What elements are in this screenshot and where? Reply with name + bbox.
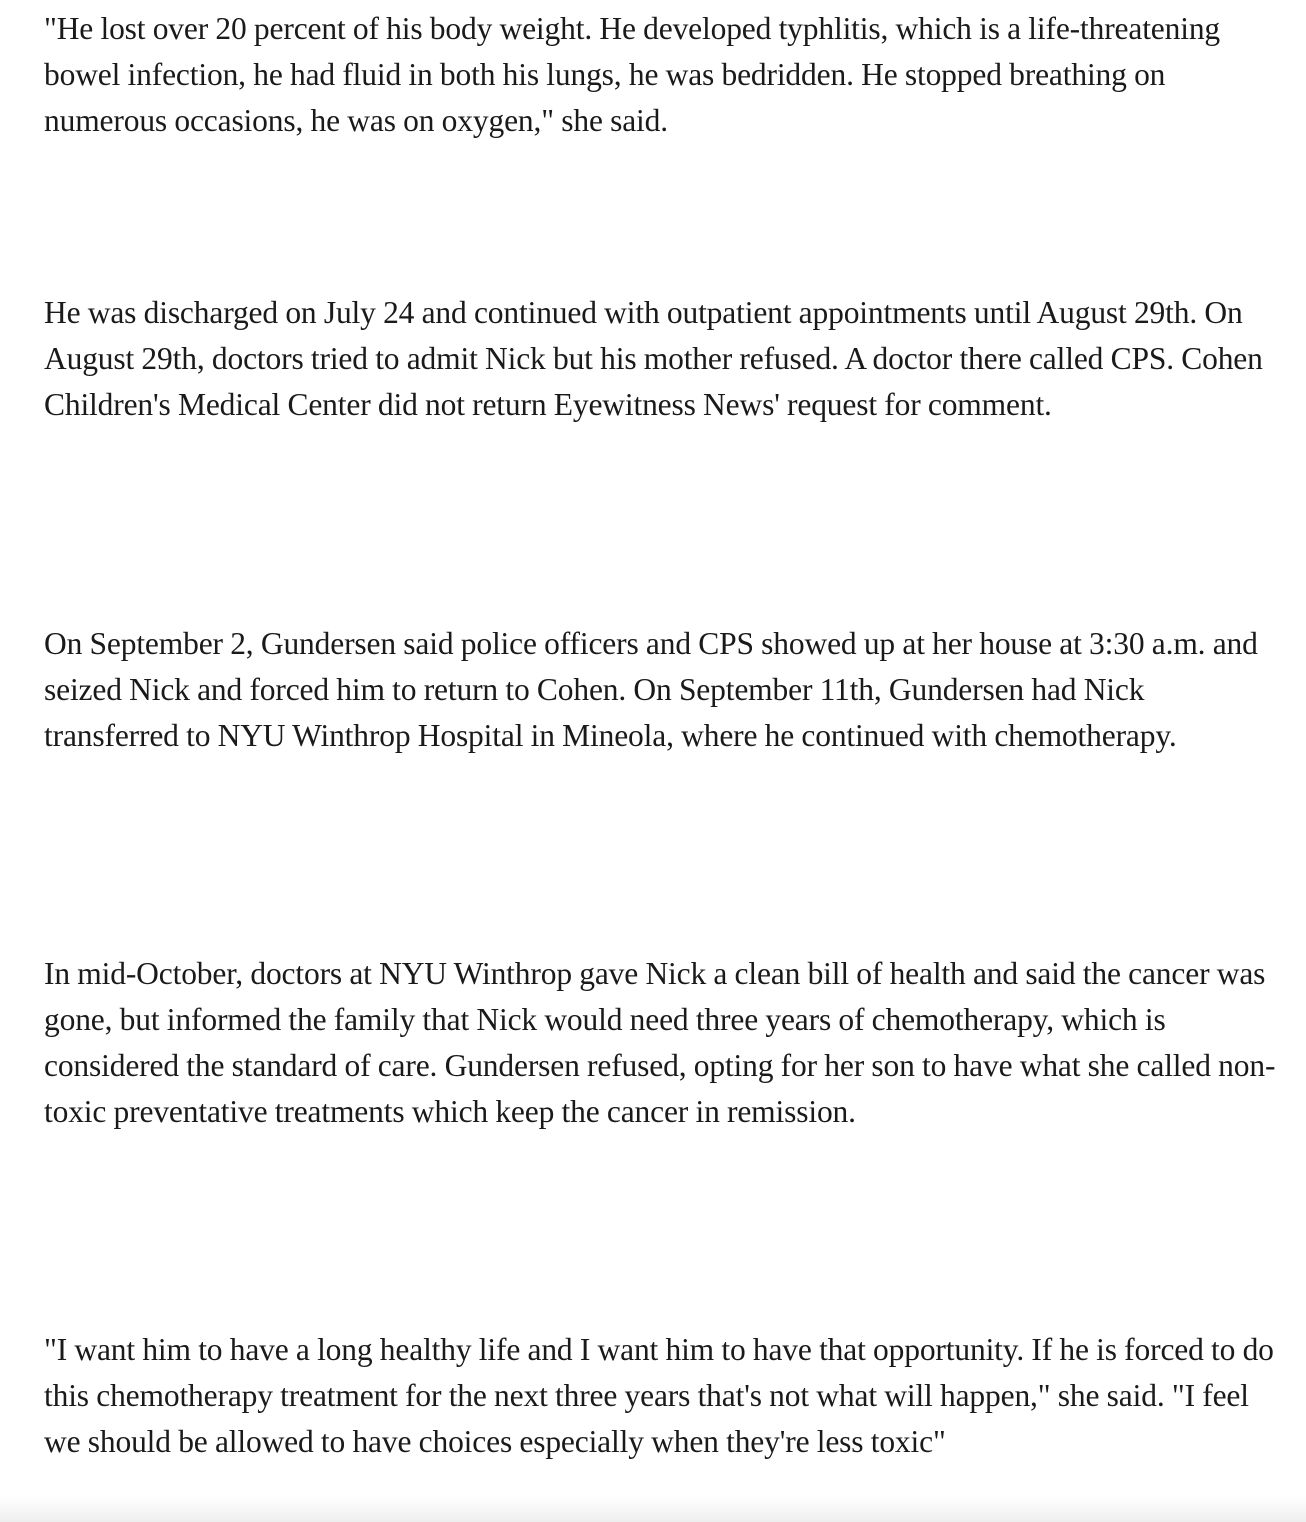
article-paragraph: In mid-October, doctors at NYU Winthrop gave Nick a clean bill of health and said the cancer was gone, but informed the family that Nick would need three years of chemotherapy, which is considered the standard of care. Gundersen refused, opting for her son to have what she called non-toxic preventative treatments which keep the cancer in remission. — [44, 956, 1276, 1129]
article-paragraph: On September 2, Gundersen said police officers and CPS showed up at her house at 3:30 a.m. and seized Nick and forced him to return to Cohen. On September 11th, Gundersen had Nick transferred to NYU Winthrop Hospital in Mineola, where he continued with chemotherapy. — [44, 626, 1258, 753]
article-paragraph: "He lost over 20 percent of his body weight. He developed typhlitis, which is a life-threatening bowel infection, he had fluid in both his lungs, he was bedridden. He stopped breathing on numerous occasions, he was on oxygen," she said. — [44, 11, 1221, 138]
article-paragraph: "I want him to have a long healthy life and I want him to have that opportunity. If he is forced to do this chemotherapy treatment for the next three years that's not what will happen," she said. "I feel we should be allowed to have choices especially when they're less toxic" — [44, 1332, 1274, 1459]
bottom-scroll-fade — [0, 1496, 1306, 1522]
article-paragraph: He was discharged on July 24 and continued with outpatient appointments until August 29th. On August 29th, doctors tried to admit Nick but his mother refused. A doctor there called CPS. Cohen Children's Medical Center did not return Eyewitness News' request for comment. — [44, 295, 1263, 422]
